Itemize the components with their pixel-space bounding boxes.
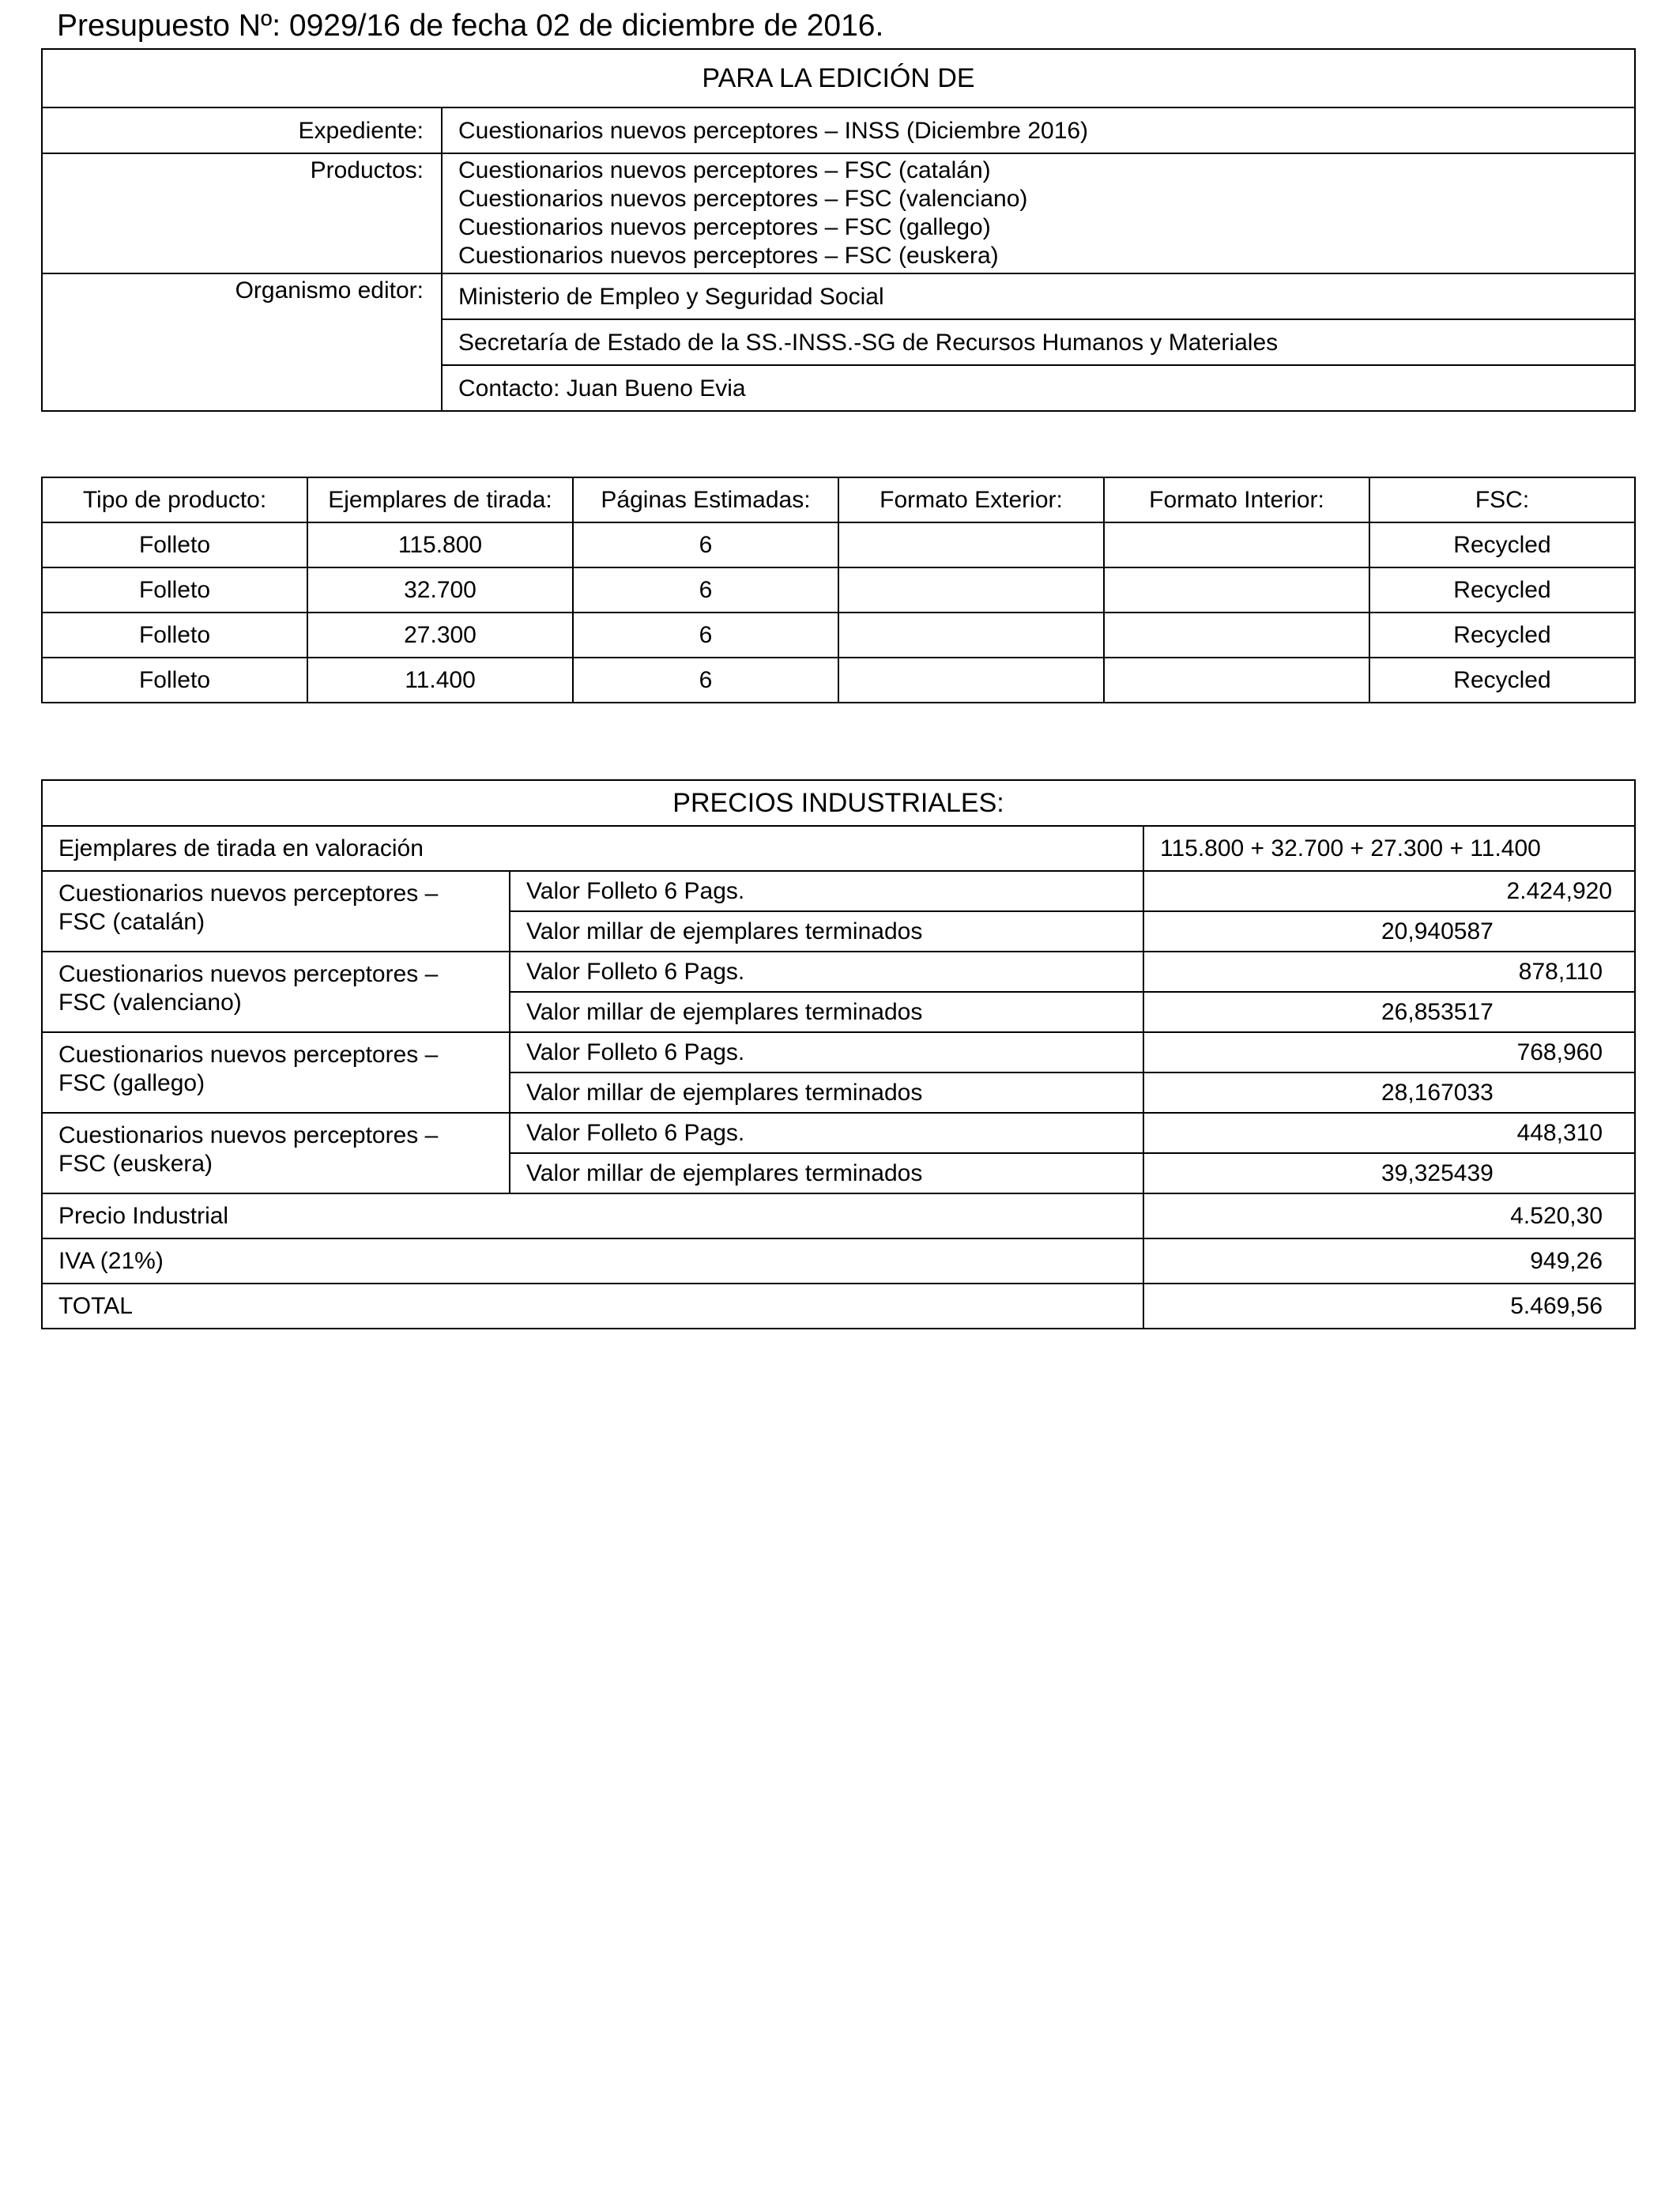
price-product-name	[42, 1032, 510, 1113]
organismo-ministerio: Ministerio de Empleo y Seguridad Social	[442, 273, 1635, 319]
price-row	[42, 871, 1635, 911]
millar-value: 28,167033	[1143, 1072, 1635, 1113]
cell-fsc: Recycled	[1369, 522, 1635, 567]
product-line: FSC (valenciano)	[58, 990, 242, 1016]
producto-item: Cuestionarios nuevos perceptores – FSC (euskera)	[458, 243, 999, 269]
cell-formato-exterior	[838, 522, 1104, 567]
table-row	[42, 522, 1635, 567]
cell-formato-interior	[1104, 658, 1369, 703]
cell-paginas: 6	[573, 613, 838, 658]
total-value: 5.469,56	[1143, 1284, 1635, 1329]
prices-title: PRECIOS INDUSTRIALES:	[42, 780, 1635, 826]
cell-formato-exterior	[838, 658, 1104, 703]
header-formato-interior: Formato Interior:	[1104, 477, 1369, 522]
cell-paginas: 6	[573, 567, 838, 613]
table-row	[42, 613, 1635, 658]
header-paginas: Páginas Estimadas:	[573, 477, 838, 522]
cell-fsc: Recycled	[1369, 613, 1635, 658]
cell-paginas: 6	[573, 658, 838, 703]
products-table	[41, 477, 1636, 703]
tirada-value: 115.800 + 32.700 + 27.300 + 11.400	[1143, 826, 1635, 871]
product-line: Cuestionarios nuevos perceptores –	[58, 961, 439, 987]
cell-formato-interior	[1104, 567, 1369, 613]
valor-value: 2.424,920	[1143, 871, 1635, 911]
cell-tipo: Folleto	[42, 658, 307, 703]
product-line: Cuestionarios nuevos perceptores –	[58, 1122, 439, 1148]
cell-tipo: Folleto	[42, 613, 307, 658]
header-tipo: Tipo de producto:	[42, 477, 307, 522]
tirada-label: Ejemplares de tirada en valoración	[42, 826, 1143, 871]
cell-fsc: Recycled	[1369, 567, 1635, 613]
productos-label: Productos:	[42, 153, 442, 273]
cell-tipo: Folleto	[42, 522, 307, 567]
cell-ejemplares: 115.800	[307, 522, 573, 567]
price-product-name	[42, 1113, 510, 1193]
cell-fsc: Recycled	[1369, 658, 1635, 703]
cell-formato-exterior	[838, 613, 1104, 658]
table-row	[42, 567, 1635, 613]
table-row	[42, 658, 1635, 703]
expediente-value: Cuestionarios nuevos perceptores – INSS (Diciembre 2016)	[442, 107, 1635, 153]
summary-row	[42, 1284, 1635, 1329]
header-ejemplares: Ejemplares de tirada:	[307, 477, 573, 522]
price-product-name	[42, 871, 510, 952]
productos-list	[442, 153, 1635, 273]
valor-label: Valor Folleto 6 Pags.	[510, 1032, 1143, 1072]
millar-value: 39,325439	[1143, 1153, 1635, 1193]
millar-value: 26,853517	[1143, 992, 1635, 1032]
millar-value: 20,940587	[1143, 911, 1635, 952]
header-fsc: FSC:	[1369, 477, 1635, 522]
valor-label: Valor Folleto 6 Pags.	[510, 1113, 1143, 1153]
cell-formato-interior	[1104, 522, 1369, 567]
prices-table	[41, 779, 1636, 1329]
product-line: FSC (catalán)	[58, 909, 205, 935]
cell-ejemplares: 11.400	[307, 658, 573, 703]
price-row	[42, 952, 1635, 992]
millar-label: Valor millar de ejemplares terminados	[510, 911, 1143, 952]
valor-label: Valor Folleto 6 Pags.	[510, 871, 1143, 911]
cell-ejemplares: 27.300	[307, 613, 573, 658]
expediente-label: Expediente:	[42, 107, 442, 153]
cell-formato-interior	[1104, 613, 1369, 658]
precio-industrial-value: 4.520,30	[1143, 1193, 1635, 1238]
cell-paginas: 6	[573, 522, 838, 567]
organismo-label: Organismo editor:	[42, 273, 442, 411]
product-line: FSC (gallego)	[58, 1070, 205, 1096]
edition-title: PARA LA EDICIÓN DE	[42, 49, 1635, 107]
product-line: Cuestionarios nuevos perceptores –	[58, 1042, 439, 1068]
price-row	[42, 1113, 1635, 1153]
edition-table	[41, 48, 1636, 412]
budget-heading: Presupuesto Nº: 0929/16 de fecha 02 de diciembre de 2016.	[57, 9, 884, 43]
millar-label: Valor millar de ejemplares terminados	[510, 1072, 1143, 1113]
producto-item: Cuestionarios nuevos perceptores – FSC (gallego)	[458, 214, 991, 240]
product-line: FSC (euskera)	[58, 1151, 213, 1177]
cell-ejemplares: 32.700	[307, 567, 573, 613]
millar-label: Valor millar de ejemplares terminados	[510, 992, 1143, 1032]
producto-item: Cuestionarios nuevos perceptores – FSC (catalán)	[458, 157, 991, 183]
valor-value: 878,110	[1143, 952, 1635, 992]
valor-label: Valor Folleto 6 Pags.	[510, 952, 1143, 992]
product-line: Cuestionarios nuevos perceptores –	[58, 880, 439, 907]
valor-value: 448,310	[1143, 1113, 1635, 1153]
summary-row	[42, 1193, 1635, 1238]
price-row	[42, 1032, 1635, 1072]
organismo-contacto: Contacto: Juan Bueno Evia	[442, 365, 1635, 411]
price-product-name	[42, 952, 510, 1032]
cell-formato-exterior	[838, 567, 1104, 613]
total-label: TOTAL	[42, 1284, 1143, 1329]
summary-row	[42, 1238, 1635, 1284]
iva-value: 949,26	[1143, 1238, 1635, 1284]
valor-value: 768,960	[1143, 1032, 1635, 1072]
table-header-row	[42, 477, 1635, 522]
millar-label: Valor millar de ejemplares terminados	[510, 1153, 1143, 1193]
organismo-secretaria: Secretaría de Estado de la SS.-INSS.-SG de Recursos Humanos y Materiales	[442, 319, 1635, 365]
iva-label: IVA (21%)	[42, 1238, 1143, 1284]
header-formato-exterior: Formato Exterior:	[838, 477, 1104, 522]
producto-item: Cuestionarios nuevos perceptores – FSC (valenciano)	[458, 186, 1028, 212]
cell-tipo: Folleto	[42, 567, 307, 613]
precio-industrial-label: Precio Industrial	[42, 1193, 1143, 1238]
